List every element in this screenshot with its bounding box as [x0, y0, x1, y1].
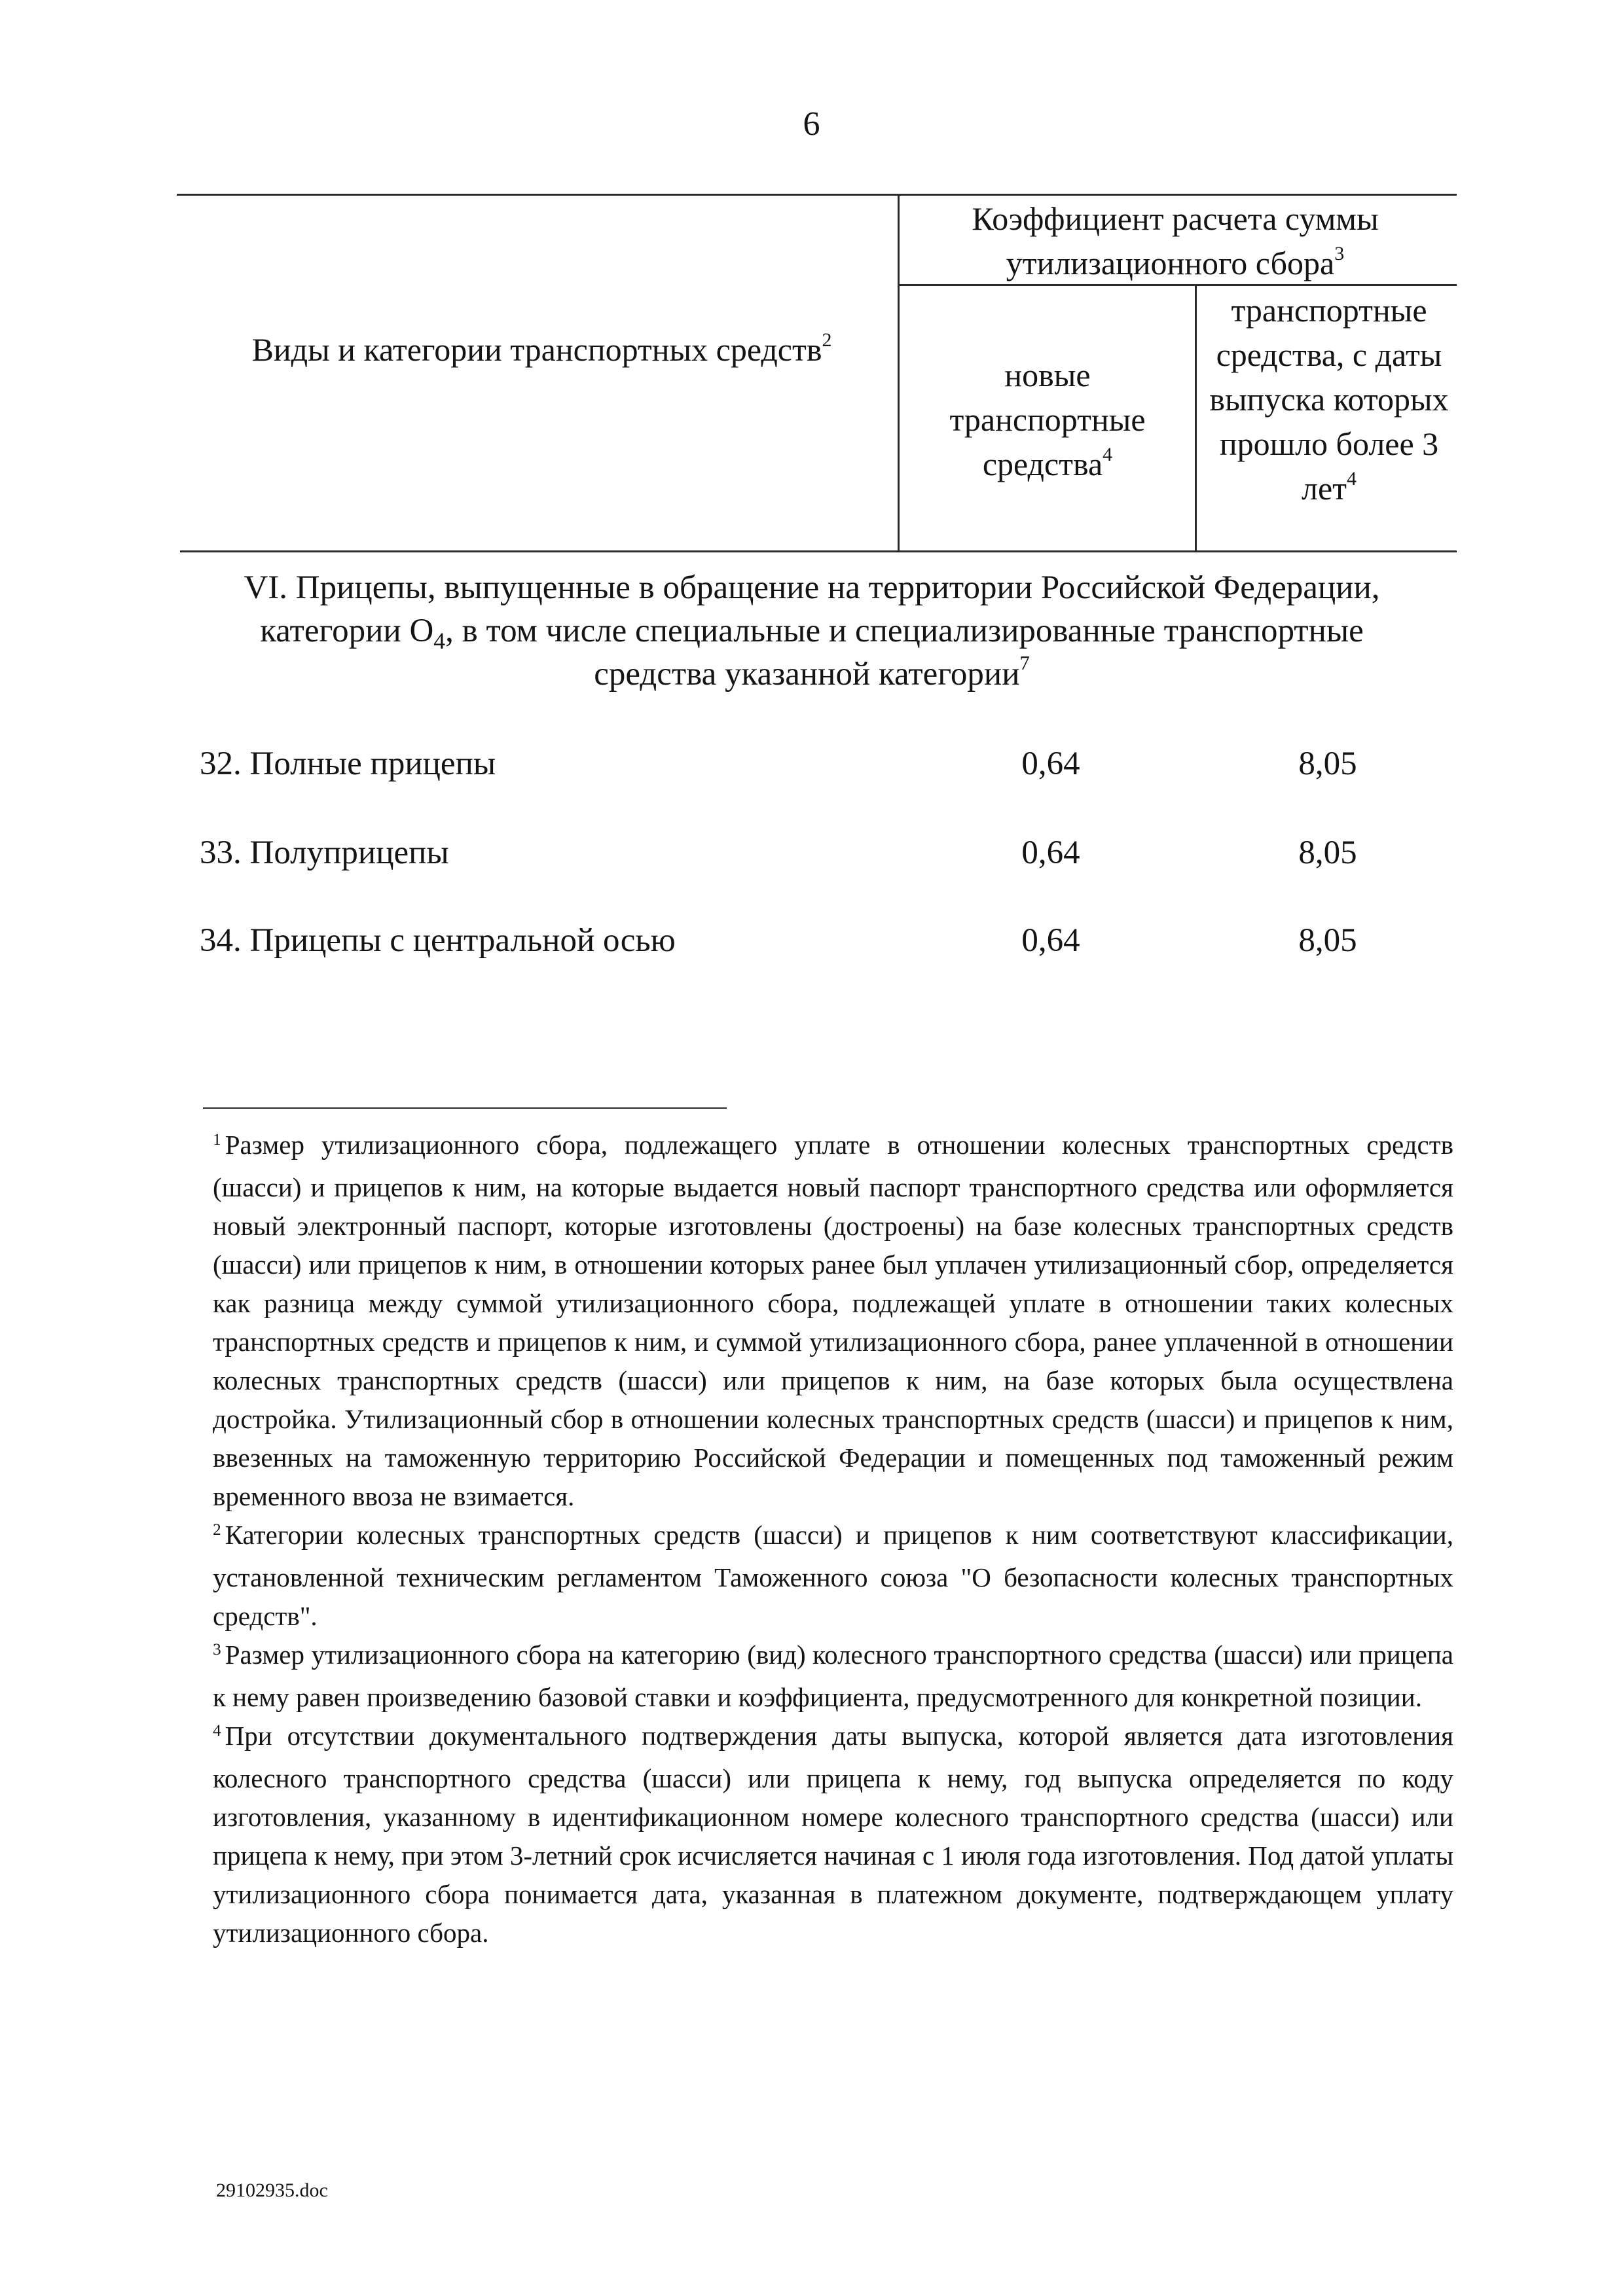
footnote-ref: 7: [1019, 652, 1030, 675]
header-coefficient-group: [917, 196, 1434, 285]
section-title-part1: VI. Прицепы, выпущенные в обращение на территории Российской Федерации, категории О: [244, 569, 1380, 649]
footnote-ref: 2: [822, 329, 832, 351]
header-vehicle-types: [190, 327, 894, 372]
footnotes: [213, 1126, 1453, 1952]
page-number: 6: [803, 105, 820, 143]
footnote-mark: 3: [213, 1640, 221, 1659]
table-row-label: 33. Полуприцепы: [200, 834, 449, 871]
table-row-old: 8,05: [1298, 922, 1357, 959]
footnote-text: При отсутствии документального подтверждения даты выпуска, которой является дата изготовления колесного транспортного средства (шасси) или прицепа к нему, год выпуска определяется по коду изготовления, указанному в идентификационном номере колесного транспортного средства (шасси) или прицепа к нему, при этом 3-летний срок исчисляется начиная с 1 июля года изготовления. Под датой уплаты утилизационного сбора понимается дата, указанная в платежном документе, подтверждающем уплату утилизационного сбора.: [213, 1721, 1453, 1948]
table-row-label: 32. Полные прицепы: [200, 745, 496, 782]
section-title: [196, 566, 1427, 696]
table-row-new: 0,64: [1021, 745, 1080, 782]
section-title-part2: , в том числе специальные и специализированные транспортные средства указанной категории: [445, 613, 1364, 692]
footnote-text: Размер утилизационного сбора, подлежащего уплате в отношении колесных транспортных средств (шасси) и прицепов к ним, на которые выдается новый паспорт транспортного средства или оформляется новый электронный паспорт, которые изготовлены (достроены) на базе колесных транспортных средств (шасси) или прицепов к ним, в отношении которых ранее был уплачен утилизационный сбор, определяется как разница между суммой утилизационного сбора, подлежащей уплате в отношении таких колесных транспортных средств и прицепов к ним, и суммой утилизационного сбора, ранее уплаченной в отношении колесных транспортных средств (шасси) или прицепов к ним, на базе которых была осуществлена достройка. Утилизационный сбор в отношении колесных транспортных средств (шасси) и прицепов к ним, ввезенных на таможенную территорию Российской Федерации и помещенных под таможенный режим временного ввоза не взимается.: [213, 1130, 1453, 1511]
table-top-rule: [177, 194, 1457, 196]
footnote-ref: 4: [1347, 467, 1357, 490]
footnote-2: [213, 1516, 1453, 1636]
header-new-vehicles: [913, 353, 1182, 486]
footnote-separator: [203, 1107, 727, 1109]
table-row-old: 8,05: [1298, 745, 1357, 782]
table-row-old: 8,05: [1298, 834, 1357, 871]
category-subscript: 4: [433, 628, 446, 655]
header-vehicle-types-text: Виды и категории транспортных средств: [251, 331, 822, 368]
footnote-mark: 2: [213, 1520, 221, 1539]
header-old-vehicles: [1198, 288, 1460, 511]
footnote-4: [213, 1717, 1453, 1952]
footnote-1: [213, 1126, 1453, 1516]
footnote-mark: 1: [213, 1130, 221, 1149]
footnote-text: Размер утилизационного сбора на категорию (вид) колесного транспортного средства (шасси) или прицепа к нему равен произведению базовой ставки и коэффициента, предусмотренного для конкретной позиции.: [213, 1640, 1453, 1712]
footnote-ref: 4: [1103, 443, 1113, 465]
header-new-vehicles-text: новые транспортные средства: [949, 357, 1146, 482]
col-divider-1: [898, 194, 900, 551]
document-id: 29102935.doc: [216, 2179, 328, 2201]
footnote-text: Категории колесных транспортных средств (шасси) и прицепов к ним соответствуют классификации, установленной техническим регламентом Таможенного союза "О безопасности колесных транспортных средств".: [213, 1520, 1453, 1631]
table-bottom-rule: [180, 550, 1457, 552]
footnote-3: [213, 1636, 1453, 1717]
table-row-new: 0,64: [1021, 834, 1080, 871]
header-coefficient-text: Коэффициент расчета суммы утилизационного сбора: [972, 200, 1379, 281]
col-divider-2: [1195, 285, 1197, 551]
header-old-vehicles-text: транспортные средства, с даты выпуска которых прошло более 3 лет: [1209, 292, 1449, 507]
table-row-label: 34. Прицепы с центральной осью: [200, 922, 676, 959]
table-row-new: 0,64: [1021, 922, 1080, 959]
footnote-mark: 4: [213, 1721, 221, 1740]
footnote-ref: 3: [1334, 242, 1345, 264]
